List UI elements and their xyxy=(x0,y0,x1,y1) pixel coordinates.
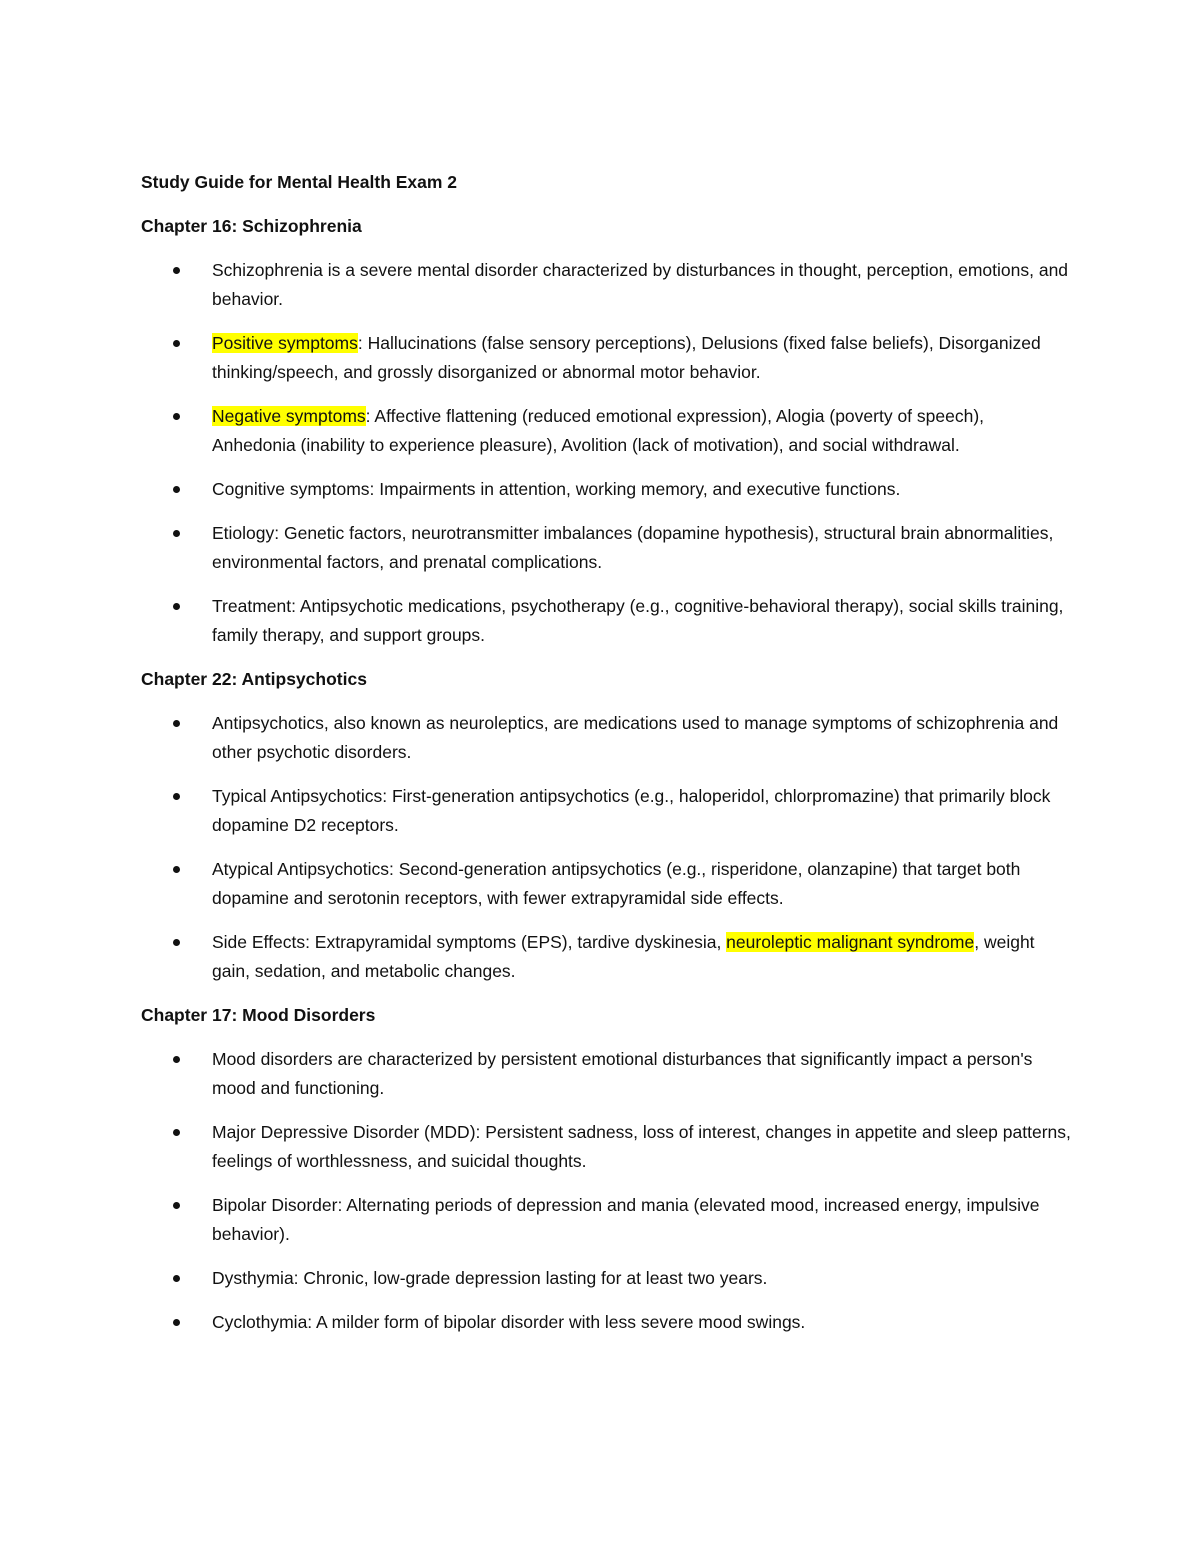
bullet-icon xyxy=(173,413,180,420)
chapter-heading: Chapter 17: Mood Disorders xyxy=(141,1005,376,1025)
item-text: Cognitive symptoms: Impairments in attention, working memory, and executive functions. xyxy=(212,479,901,499)
item-text: Side Effects: Extrapyramidal symptoms (EPS), tardive dyskinesia, xyxy=(212,932,727,952)
bullet-icon xyxy=(173,1319,180,1326)
list-item xyxy=(141,1045,1071,1103)
bullet-icon xyxy=(173,1129,180,1136)
chapter-section xyxy=(141,1001,1071,1337)
bullet-icon xyxy=(173,1275,180,1282)
document-page xyxy=(141,168,1071,1352)
list-item xyxy=(141,709,1071,767)
item-text: Treatment: Antipsychotic medications, psychotherapy (e.g., cognitive-behavioral therapy), social skills training, family therapy, and support groups. xyxy=(212,596,1064,645)
bullet-list xyxy=(141,709,1071,986)
item-text: Schizophrenia is a severe mental disorder characterized by disturbances in thought, perception, emotions, and behavior. xyxy=(212,260,1069,309)
bullet-icon xyxy=(173,530,180,537)
bullet-list xyxy=(141,256,1071,650)
chapter-heading: Chapter 16: Schizophrenia xyxy=(141,216,362,236)
document-title: Study Guide for Mental Health Exam 2 xyxy=(141,172,458,192)
list-item xyxy=(141,1191,1071,1249)
bullet-icon xyxy=(173,939,180,946)
list-item xyxy=(141,592,1071,650)
bullet-icon xyxy=(173,1202,180,1209)
chapter-section xyxy=(141,212,1071,650)
bullet-icon xyxy=(173,793,180,800)
list-item xyxy=(141,855,1071,913)
list-item xyxy=(141,782,1071,840)
item-text: : Affective flattening (reduced emotional expression), Alogia (poverty of speech), Anhedonia (inability to experience pleasure), Avolition (lack of motivation), and social withdrawal. xyxy=(212,406,985,455)
chapter-section xyxy=(141,665,1071,986)
bullet-list xyxy=(141,1045,1071,1337)
highlighted-term: Negative symptoms xyxy=(212,406,366,426)
list-item xyxy=(141,1118,1071,1176)
item-text: Typical Antipsychotics: First-generation antipsychotics (e.g., haloperidol, chlorpromazine) that primarily block dopamine D2 receptors. xyxy=(212,786,1051,835)
item-text: Bipolar Disorder: Alternating periods of depression and mania (elevated mood, increased energy, impulsive behavior). xyxy=(212,1195,1040,1244)
highlighted-term: neuroleptic malignant syndrome xyxy=(726,932,975,952)
bullet-icon xyxy=(173,1056,180,1063)
bullet-icon xyxy=(173,267,180,274)
list-item xyxy=(141,402,1071,460)
item-text: Cyclothymia: A milder form of bipolar disorder with less severe mood swings. xyxy=(212,1312,806,1332)
item-text: Atypical Antipsychotics: Second-generation antipsychotics (e.g., risperidone, olanzapine) that target both dopamine and serotonin receptors, with fewer extrapyramidal side effects. xyxy=(212,859,1021,908)
list-item xyxy=(141,1308,1071,1337)
item-text: Major Depressive Disorder (MDD): Persistent sadness, loss of interest, changes in appetite and sleep patterns, feelings of worthlessness, and suicidal thoughts. xyxy=(212,1122,1071,1171)
chapters-container xyxy=(141,212,1071,1337)
list-item xyxy=(141,475,1071,504)
item-text: Mood disorders are characterized by persistent emotional disturbances that significantly impact a person's mood and functioning. xyxy=(212,1049,1033,1098)
bullet-icon xyxy=(173,340,180,347)
list-item xyxy=(141,329,1071,387)
bullet-icon xyxy=(173,720,180,727)
list-item xyxy=(141,256,1071,314)
item-text: Antipsychotics, also known as neuroleptics, are medications used to manage symptoms of schizophrenia and other psychotic disorders. xyxy=(212,713,1059,762)
highlighted-term: Positive symptoms xyxy=(212,333,358,353)
bullet-icon xyxy=(173,866,180,873)
item-text: , weight gain, sedation, and metabolic changes. xyxy=(212,932,1035,981)
list-item xyxy=(141,928,1071,986)
item-text: Dysthymia: Chronic, low-grade depression lasting for at least two years. xyxy=(212,1268,768,1288)
bullet-icon xyxy=(173,486,180,493)
list-item xyxy=(141,519,1071,577)
bullet-icon xyxy=(173,603,180,610)
chapter-heading: Chapter 22: Antipsychotics xyxy=(141,669,367,689)
list-item xyxy=(141,1264,1071,1293)
item-text: : Hallucinations (false sensory perceptions), Delusions (fixed false beliefs), Disorganized thinking/speech, and grossly disorganized or abnormal motor behavior. xyxy=(212,333,1041,382)
item-text: Etiology: Genetic factors, neurotransmitter imbalances (dopamine hypothesis), structural brain abnormalities, environmental factors, and prenatal complications. xyxy=(212,523,1054,572)
